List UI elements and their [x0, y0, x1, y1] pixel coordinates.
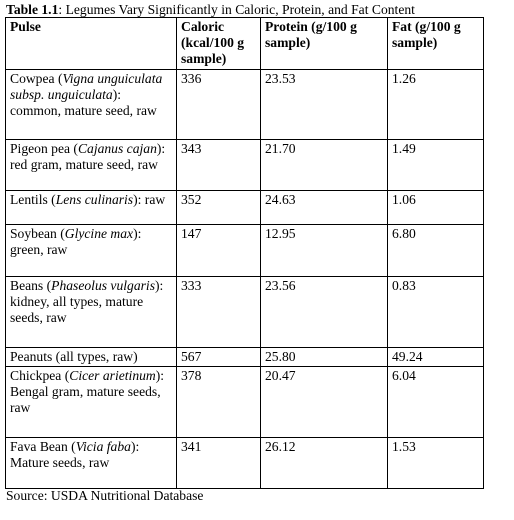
pulse-text: Pigeon pea (	[10, 141, 78, 156]
table-row	[6, 367, 484, 438]
table-caption-text: : Legumes Vary Significantly in Caloric, Protein, and Fat Content	[58, 2, 415, 17]
caloric-cell: 567	[177, 348, 261, 367]
pulse-text: Fava Bean (	[10, 439, 76, 454]
caloric-cell: 343	[177, 140, 261, 191]
pulse-text: Chickpea (	[10, 368, 70, 383]
caloric-cell: 147	[177, 225, 261, 277]
scientific-name: Phaseolus vulgaris	[51, 278, 155, 293]
header-protein: Protein (g/100 g sample)	[261, 18, 388, 70]
caloric-cell: 333	[177, 277, 261, 348]
pulse-cell	[6, 140, 177, 191]
header-pulse: Pulse	[6, 18, 177, 70]
protein-cell: 25.80	[261, 348, 388, 367]
pulse-cell	[6, 438, 177, 489]
table-row	[6, 140, 484, 191]
header-row	[6, 18, 484, 70]
fat-cell: 49.24	[388, 348, 484, 367]
pulse-cell	[6, 277, 177, 348]
table-row	[6, 277, 484, 348]
protein-cell: 26.12	[261, 438, 388, 489]
table-row	[6, 438, 484, 489]
protein-cell: 23.56	[261, 277, 388, 348]
fat-cell: 6.80	[388, 225, 484, 277]
pulse-text: ): Mature seeds, raw	[10, 439, 140, 470]
pulse-text: ): red gram, mature seed, raw	[10, 141, 166, 172]
pulse-text: Cowpea (	[10, 71, 63, 86]
fat-cell: 1.49	[388, 140, 484, 191]
scientific-name: Vicia faba	[75, 439, 131, 454]
pulse-text: Beans (	[10, 278, 52, 293]
table-body	[6, 70, 484, 489]
protein-cell: 12.95	[261, 225, 388, 277]
pulse-cell	[6, 225, 177, 277]
table-row	[6, 191, 484, 225]
fat-cell: 0.83	[388, 277, 484, 348]
protein-cell: 20.47	[261, 367, 388, 438]
pulse-text: Soybean (	[10, 226, 65, 241]
pulse-cell	[6, 348, 177, 367]
table-row	[6, 70, 484, 140]
caloric-cell: 352	[177, 191, 261, 225]
pulse-cell	[6, 191, 177, 225]
scientific-name: Vigna unguiculata subsp. unguiculata	[10, 71, 163, 102]
caloric-cell: 378	[177, 367, 261, 438]
table-caption	[6, 2, 415, 18]
legumes-table	[5, 17, 484, 489]
fat-cell: 1.06	[388, 191, 484, 225]
pulse-text: ): green, raw	[10, 226, 142, 257]
caloric-cell: 336	[177, 70, 261, 140]
table-row	[6, 225, 484, 277]
table-caption-label: Table 1.1	[6, 2, 59, 17]
pulse-text: ): Bengal gram, mature seeds, raw	[10, 368, 165, 415]
table-row	[6, 348, 484, 367]
protein-cell: 24.63	[261, 191, 388, 225]
fat-cell: 1.26	[388, 70, 484, 140]
pulse-cell	[6, 70, 177, 140]
pulse-text: Peanuts (all types, raw)	[10, 349, 138, 364]
protein-cell: 23.53	[261, 70, 388, 140]
fat-cell: 6.04	[388, 367, 484, 438]
scientific-name: Glycine max	[64, 226, 134, 241]
scientific-name: Lens culinaris	[55, 192, 134, 207]
header-fat: Fat (g/100 g sample)	[388, 18, 484, 70]
pulse-cell	[6, 367, 177, 438]
pulse-text: ): raw	[133, 192, 166, 207]
header-caloric: Caloric (kcal/100 g sample)	[177, 18, 261, 70]
pulse-text: ): common, mature seed, raw	[10, 87, 157, 118]
pulse-text: ): kidney, all types, mature seeds, raw	[10, 278, 164, 325]
fat-cell: 1.53	[388, 438, 484, 489]
caloric-cell: 341	[177, 438, 261, 489]
protein-cell: 21.70	[261, 140, 388, 191]
scientific-name: Cicer arietinum	[69, 368, 156, 383]
source-note: Source: USDA Nutritional Database	[6, 488, 204, 503]
pulse-text: Lentils (	[10, 192, 56, 207]
scientific-name: Cajanus cajan	[77, 141, 157, 156]
